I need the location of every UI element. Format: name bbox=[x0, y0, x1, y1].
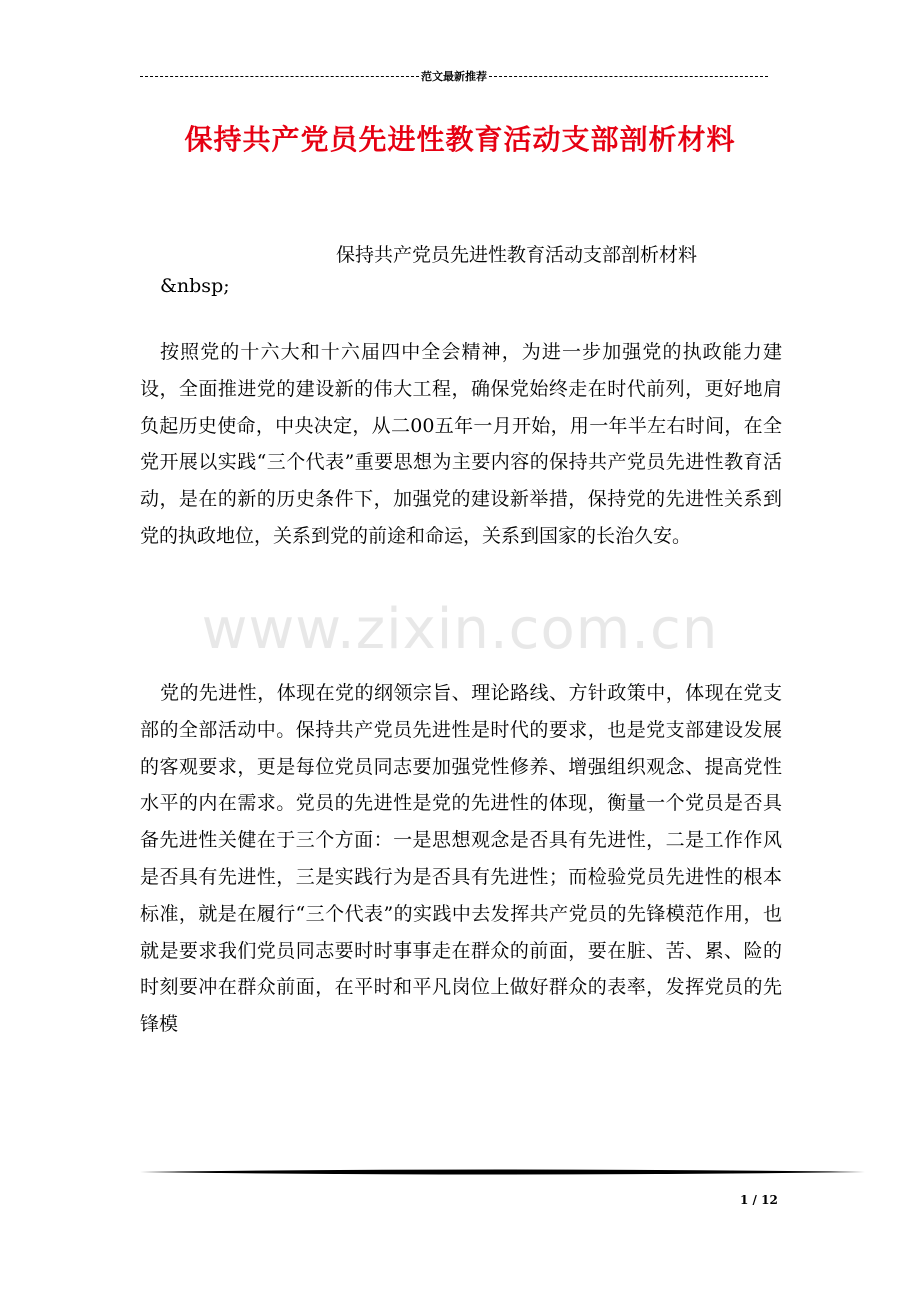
watermark: www.zixin.com.cn bbox=[201, 597, 719, 662]
paragraph-2: 党的先进性，体现在党的纲领宗旨、理论路线、方针政策中，体现在党支部的全部活动中。保持共产党员先进性是时代的要求，也是党支部建设发展的客观要求，更是每位党员同志要加强党性修养、增强组织观念、提高党性水平的内在需求。党员的先进性是党的先进性的体现，衡量一个党员是否具备先进性关健在于三个方面：一是思想观念是否具有先进性，二是工作作风是否具有先进性，三是实践行为是否具有先进性；而检验党员先进性的根本标准，就是在履行“三个代表”的实践中去发挥共产党员的先锋模范作用，也就是要求我们党员同志要时时事事走在群众的前面，要在脏、苦、累、险的时刻要冲在群众前面，在平时和平凡岗位上做好群众的表率，发挥党员的先锋模 bbox=[140, 682, 782, 1036]
document-title: 保持共产党员先进性教育活动支部剖析材料 bbox=[184, 123, 736, 156]
paragraph-1: 按照党的十六大和十六届四中全会精神，为进一步加强党的执政能力建设，全面推进党的建设新的伟大工程，确保党始终走在时代前列，更好地肩负起历史使命，中央决定，从二00五年一月开始，用一年半左右时间，在全党开展以实践“三个代表”重要思想为主要内容的保持共产党员先进性教育活动，是在的新的历史条件下，加强党的建设新举措，保持党的先进性关系到党的执政地位，关系到党的前途和命运，关系到国家的长治久安。 bbox=[140, 341, 782, 547]
header-dash-left bbox=[140, 76, 419, 77]
header-dash-right bbox=[489, 76, 768, 77]
header-banner bbox=[140, 66, 768, 86]
page-number: 1 / 12 bbox=[740, 1193, 778, 1207]
nbsp-text: &nbsp; bbox=[160, 275, 230, 297]
header-label: 范文最新推荐 bbox=[421, 70, 487, 83]
document-subtitle: 保持共产党员先进性教育活动支部剖析材料 bbox=[336, 244, 698, 266]
footer-rule bbox=[140, 1168, 865, 1176]
